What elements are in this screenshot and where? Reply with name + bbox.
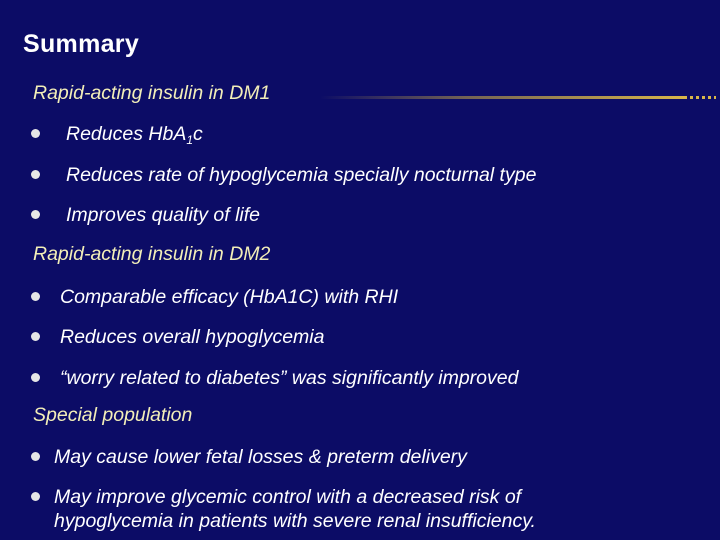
decorative-rule-dots: [684, 96, 716, 99]
bullet-text: Comparable efficacy (HbA1C) with RHI: [60, 286, 399, 308]
bullet-reduces-hba1c: [66, 122, 203, 152]
bullet-dot: [31, 452, 40, 461]
slide-title: Summary: [23, 30, 140, 58]
section-heading-special-population: Special population: [33, 404, 193, 426]
bullet-text-pre: Reduces Hb: [66, 123, 174, 145]
decorative-rule: [320, 96, 684, 99]
bullet-dot: [31, 492, 40, 501]
bullet-dot: [31, 210, 40, 219]
bullet-text: “worry related to diabetes” was significantly improved: [60, 367, 519, 389]
bullet-text: Reduces rate of hypoglycemia specially nocturnal type: [66, 164, 537, 186]
bullet-dot: [31, 129, 40, 138]
bullet-text: Improves quality of life: [66, 204, 261, 226]
bullet-dot: [31, 373, 40, 382]
bullet-dot: [31, 170, 40, 179]
section-heading-dm1: Rapid-acting insulin in DM1: [33, 82, 271, 104]
bullet-dot: [31, 332, 40, 341]
section-heading-dm2: Rapid-acting insulin in DM2: [33, 243, 271, 265]
bullet-text-line1: May improve glycemic control with a decreased risk of: [54, 486, 522, 508]
bullet-text: Reduces overall hypoglycemia: [60, 326, 325, 348]
bullet-text: May cause lower fetal losses & preterm delivery: [54, 446, 467, 468]
bullet-text-line2: hypoglycemia in patients with severe renal insufficiency.: [54, 510, 536, 532]
bullet-text-main: A: [173, 123, 187, 145]
bullet-text-sub: 1: [186, 133, 194, 147]
bullet-dot: [31, 292, 40, 301]
bullet-text-post: c: [193, 123, 203, 145]
